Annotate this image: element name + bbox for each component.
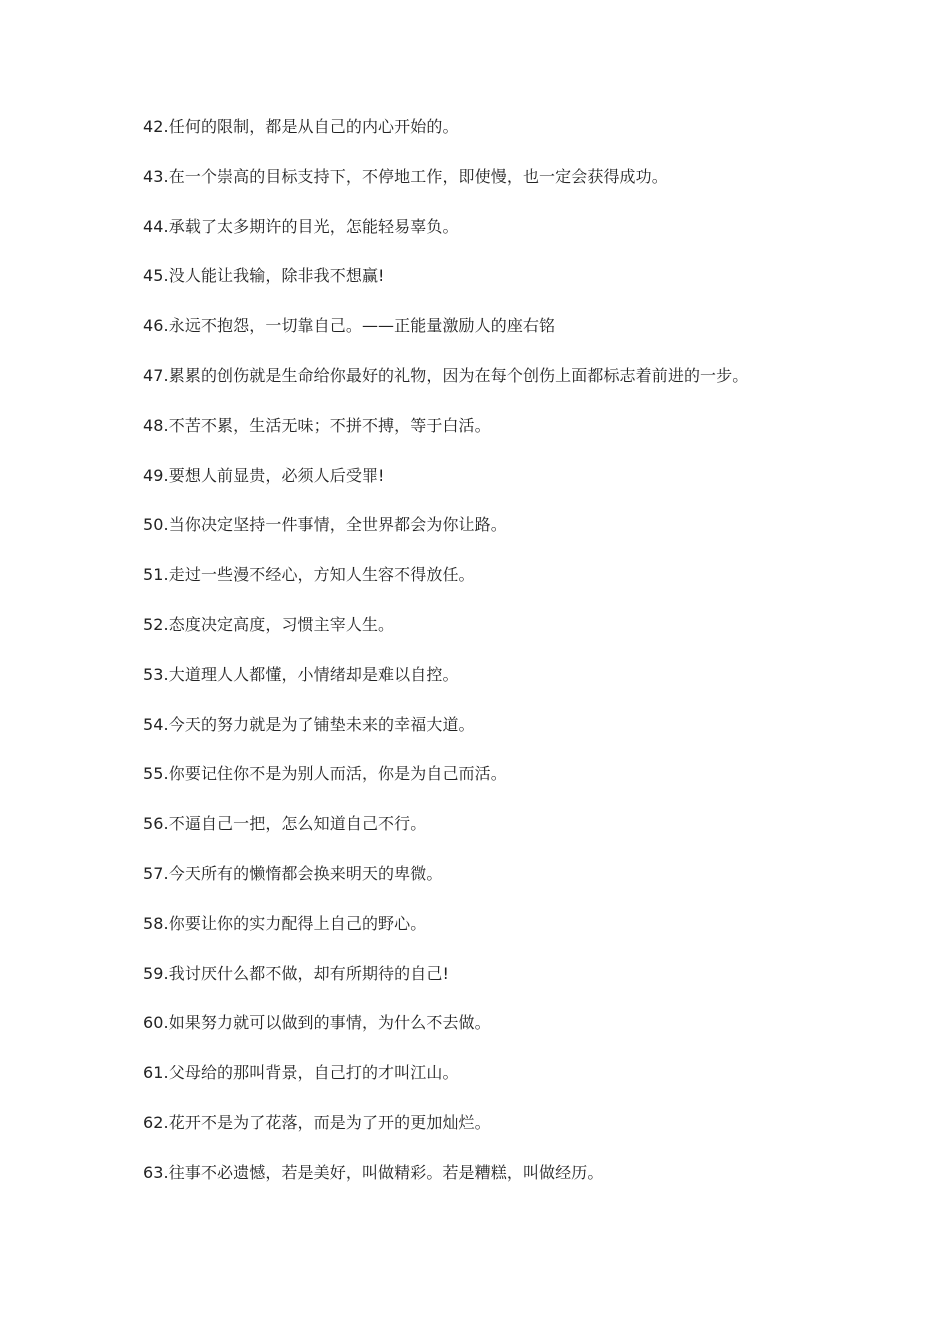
quote-line: 51.走过一些漫不经心，方知人生容不得放任。 xyxy=(143,565,475,585)
quote-line: 53.大道理人人都懂，小情绪却是难以自控。 xyxy=(143,664,459,684)
quote-line: 48.不苦不累，生活无味；不拼不搏，等于白活。 xyxy=(143,415,491,435)
quote-line: 46.永远不抱怨，一切靠自己。——正能量激励人的座右铭 xyxy=(143,316,556,336)
quote-line: 57.今天所有的懒惰都会换来明天的卑微。 xyxy=(143,863,443,883)
quote-line: 58.你要让你的实力配得上自己的野心。 xyxy=(143,913,427,933)
quote-line: 59.我讨厌什么都不做，却有所期待的自己! xyxy=(143,963,449,983)
quote-line: 42.任何的限制，都是从自己的内心开始的。 xyxy=(143,117,459,136)
quote-line: 50.当你决定坚持一件事情，全世界都会为你让路。 xyxy=(143,515,507,535)
quote-line: 56.不逼自己一把，怎么知道自己不行。 xyxy=(143,814,427,834)
quote-line: 45.没人能让我输，除非我不想赢! xyxy=(143,266,385,286)
quote-line: 47.累累的创伤就是生命给你最好的礼物，因为在每个创伤上面都标志着前进的一步。 xyxy=(143,365,749,385)
quote-line: 62.花开不是为了花落，而是为了开的更加灿烂。 xyxy=(143,1112,491,1132)
quote-line: 44.承载了太多期许的目光，怎能轻易辜负。 xyxy=(143,216,459,236)
quote-line: 60.如果努力就可以做到的事情，为什么不去做。 xyxy=(143,1013,491,1033)
quote-list xyxy=(143,116,923,1212)
quote-line: 49.要想人前显贵，必须人后受罪! xyxy=(143,465,385,485)
quote-line: 43.在一个崇高的目标支持下，不停地工作，即使慢，也一定会获得成功。 xyxy=(143,166,668,186)
quote-line: 55.你要记住你不是为别人而活，你是为自己而活。 xyxy=(143,764,507,784)
quote-line: 52.态度决定高度，习惯主宰人生。 xyxy=(143,614,395,634)
quote-line: 54.今天的努力就是为了铺垫未来的幸福大道。 xyxy=(143,714,475,734)
quote-line: 61.父母给的那叫背景，自己打的才叫江山。 xyxy=(143,1063,459,1083)
quote-line: 63.往事不必遗憾，若是美好，叫做精彩。若是糟糕，叫做经历。 xyxy=(143,1162,604,1182)
